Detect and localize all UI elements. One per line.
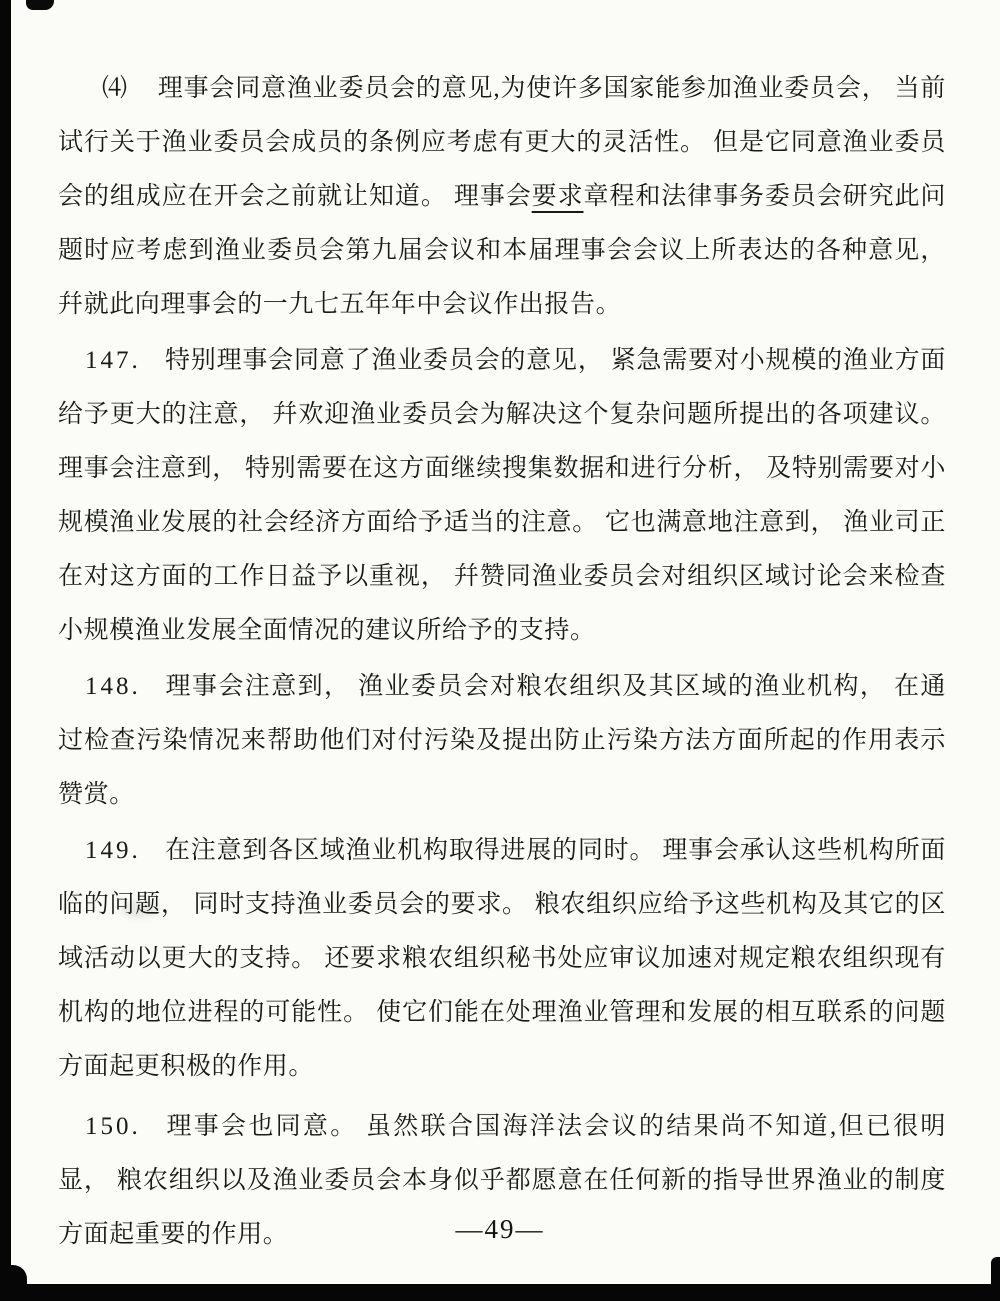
paragraph-text: 特别理事会同意了渔业委员会的意见， 紧急需要对小规模的渔业方面给予更大的注意， 幷欢迎渔业委员会为解决这个复杂问题所提出的各项建议。 理事会注意到， 特别需要在这方面继续搜集数据和进行分析， 及特别需要对小规模渔业发展的社会经济方面给予适当的注意。 它也满意地注意到， 渔业司正在对这方面的工作日益予以重视， 幷赞同渔业委员会对组织区域讨论会来检查小规模渔业发展全面情况的建议所给予的支持。 bbox=[58, 347, 946, 644]
paragraph-text-underlined: 要求 bbox=[531, 183, 584, 210]
paragraph bbox=[58, 62, 946, 332]
paragraph bbox=[58, 660, 946, 822]
paragraph-text: 章程和法律事务委员会研究此问题时应考虑到渔业委员会第九届会议和本届理事会会议上所表达的各种意见， 幷就此向理事会的一九七五年年中会议作出报告。 bbox=[58, 183, 947, 318]
page-number: —49— bbox=[455, 1214, 545, 1244]
paragraph-text: 理事会也同意。 虽然联合国海洋法会议的结果尚不知道,但已很明显， 粮农组织以及渔业委员会本身似乎都愿意在任何新的指导世界渔业的制度方面起重要的作用。 bbox=[58, 1113, 946, 1248]
scan-edge-left bbox=[0, 0, 11, 1301]
paragraph bbox=[58, 824, 946, 1094]
scan-edge-bottom bbox=[0, 1284, 1000, 1301]
paragraph-text: 理事会同意渔业委员会的意见,为使许多国家能参加渔业委员会， 当前试行关于渔业委员会成员的条例应考虑有更大的灵活性。 但是它同意渔业委员会的组成应在开会之前就让知道。 理事会 bbox=[58, 75, 946, 210]
paragraph-number: 147. bbox=[85, 347, 141, 374]
paragraph-number: 150. bbox=[85, 1113, 141, 1140]
paragraph-text: 理事会注意到， 渔业委员会对粮农组织及其区域的渔业机构， 在通过检查污染情况来帮助他们对付污染及提出防止污染方法方面所起的作用表示赞赏。 bbox=[58, 673, 946, 808]
paragraph-label: ⑷ bbox=[102, 75, 128, 102]
scan-corner-bottom-left bbox=[0, 1265, 27, 1301]
scan-mark-top-left bbox=[26, 0, 54, 10]
scan-corner-bottom-right bbox=[991, 1257, 1000, 1301]
document-content bbox=[58, 62, 946, 1264]
paragraph bbox=[58, 334, 946, 658]
paragraph-text: 在注意到各区域渔业机构取得进展的同时。 理事会承认这些机构所面临的问题， 同时支持渔业委员会的要求。 粮农组织应给予这些机构及其它的区域活动以更大的支持。 还要求粮农组织秘书处应审议加速对规定粮农组织现有机构的地位进程的可能性。 使它们能在处理渔业管理和发展的相互联系的问题方面起更积极的作用。 bbox=[58, 837, 946, 1080]
paragraph-number: 148. bbox=[85, 673, 141, 700]
paragraph-number: 149. bbox=[85, 837, 141, 864]
